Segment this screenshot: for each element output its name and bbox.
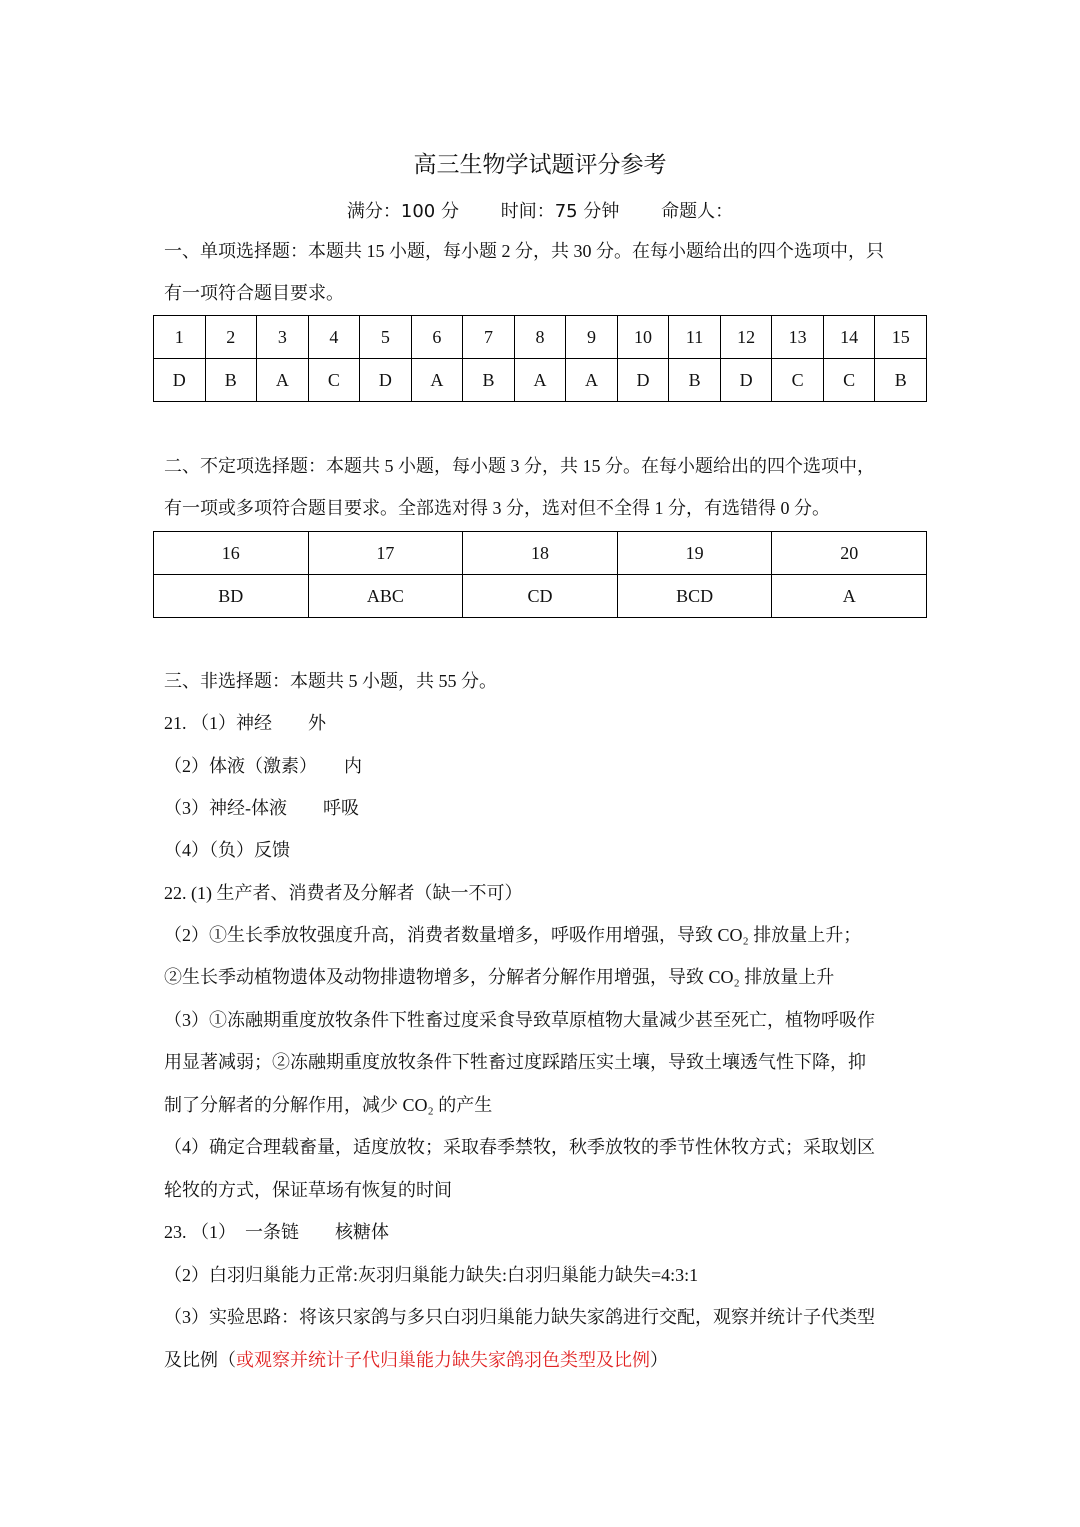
- answer-line: （2）体液（激素） 内: [164, 756, 362, 776]
- answer-cell: D: [720, 359, 772, 402]
- question-number-cell: 15: [875, 316, 927, 359]
- answer-cell: ABC: [308, 575, 463, 618]
- section1-heading-cont: 有一项符合题目要求。: [164, 283, 344, 303]
- answer-cell: D: [617, 359, 669, 402]
- question-number-row: [154, 316, 927, 359]
- answer-cell: A: [411, 359, 463, 402]
- question-number-cell: 7: [463, 316, 515, 359]
- question-number-cell: 20: [772, 532, 927, 575]
- question-number-cell: 18: [463, 532, 618, 575]
- question-number-cell: 12: [720, 316, 772, 359]
- question-number-row: [154, 532, 927, 575]
- answer-row: [154, 359, 927, 402]
- answer-cell: B: [875, 359, 927, 402]
- alternative-answer-text: 或观察并统计子代归巢能力缺失家鸽羽色类型及比例: [236, 1350, 650, 1370]
- question-number-cell: 10: [617, 316, 669, 359]
- answer-cell: A: [257, 359, 309, 402]
- question-number-cell: 4: [308, 316, 360, 359]
- answer-line: （2）①生长季放牧强度升高，消费者数量增多，呼吸作用增强，导致 CO₂ 排放量上升；: [164, 925, 862, 945]
- question-number-cell: 16: [154, 532, 309, 575]
- answer-line: （4）（负）反馈: [164, 840, 290, 860]
- question-number-cell: 5: [360, 316, 412, 359]
- answer-cell: C: [772, 359, 824, 402]
- question-number-cell: 6: [411, 316, 463, 359]
- exam-meta: [0, 197, 1080, 223]
- answer-row: [154, 575, 927, 618]
- question-number-cell: 19: [617, 532, 772, 575]
- answer-cell: BCD: [617, 575, 772, 618]
- document-title: 高三生物学试题评分参考: [413, 152, 667, 178]
- answer-line: 制了分解者的分解作用，减少 CO₂ 的产生: [164, 1095, 493, 1115]
- answer-line: 23. （1） 一条链 核糖体: [164, 1222, 389, 1242]
- answer-line: 22. (1) 生产者、消费者及分解者（缺一不可）: [164, 883, 523, 903]
- answer-line: （2）白羽归巢能力正常:灰羽归巢能力缺失:白羽归巢能力缺失=4:3:1: [164, 1265, 699, 1285]
- question-number-cell: 11: [669, 316, 721, 359]
- answer-line: 21. （1）神经 外: [164, 713, 326, 733]
- answer-cell: D: [154, 359, 206, 402]
- full-score: 满分：100 分: [346, 201, 459, 222]
- section2-heading-cont: 有一项或多项符合题目要求。全部选对得 3 分，选对但不全得 1 分，有选错得 0 分。: [164, 498, 830, 518]
- answer-line: （4）确定合理载畜量，适度放牧；采取春季禁牧，秋季放牧的季节性休牧方式；采取划区: [164, 1137, 875, 1157]
- section2-answer-table: [153, 531, 927, 618]
- question-number-cell: 9: [566, 316, 618, 359]
- answer-cell: B: [205, 359, 257, 402]
- question-number-cell: 8: [514, 316, 566, 359]
- answer-text: ）: [650, 1350, 668, 1370]
- answer-line: （3）①冻融期重度放牧条件下牲畜过度采食导致草原植物大量减少甚至死亡，植物呼吸作: [164, 1010, 875, 1030]
- answer-cell: BD: [154, 575, 309, 618]
- answer-line: （3）神经-体液 呼吸: [164, 798, 359, 818]
- section1-heading: 一、单项选择题：本题共 15 小题，每小题 2 分，共 30 分。在每小题给出的四个选项中，只: [164, 241, 884, 261]
- question-number-cell: 3: [257, 316, 309, 359]
- answer-cell: A: [772, 575, 927, 618]
- section1-answer-table: [153, 315, 927, 402]
- answer-cell: B: [669, 359, 721, 402]
- answer-cell: A: [514, 359, 566, 402]
- answer-text: 及比例（: [164, 1350, 236, 1370]
- answer-cell: A: [566, 359, 618, 402]
- answer-cell: CD: [463, 575, 618, 618]
- question-number-cell: 14: [823, 316, 875, 359]
- answer-line: （3）实验思路：将该只家鸽与多只白羽归巢能力缺失家鸽进行交配，观察并统计子代类型: [164, 1307, 875, 1327]
- author: 命题人：: [661, 201, 734, 222]
- question-number-cell: 1: [154, 316, 206, 359]
- question-number-cell: 17: [308, 532, 463, 575]
- answer-cell: D: [360, 359, 412, 402]
- exam-time: 时间：75 分钟: [500, 201, 620, 222]
- question-number-cell: 2: [205, 316, 257, 359]
- section2-heading: 二、不定项选择题：本题共 5 小题，每小题 3 分，共 15 分。在每小题给出的四个选项中，: [164, 456, 875, 476]
- answer-line: 用显著减弱；②冻融期重度放牧条件下牲畜过度踩踏压实土壤，导致土壤透气性下降，抑: [164, 1052, 866, 1072]
- answer-line: [164, 1348, 918, 1372]
- answer-cell: B: [463, 359, 515, 402]
- answer-line: 轮牧的方式，保证草场有恢复的时间: [164, 1180, 452, 1200]
- section3-heading: 三、非选择题：本题共 5 小题，共 55 分。: [164, 671, 497, 691]
- answer-cell: C: [823, 359, 875, 402]
- answer-cell: C: [308, 359, 360, 402]
- answer-line: ②生长季动植物遗体及动物排遗物增多，分解者分解作用增强，导致 CO₂ 排放量上升: [164, 967, 835, 987]
- question-number-cell: 13: [772, 316, 824, 359]
